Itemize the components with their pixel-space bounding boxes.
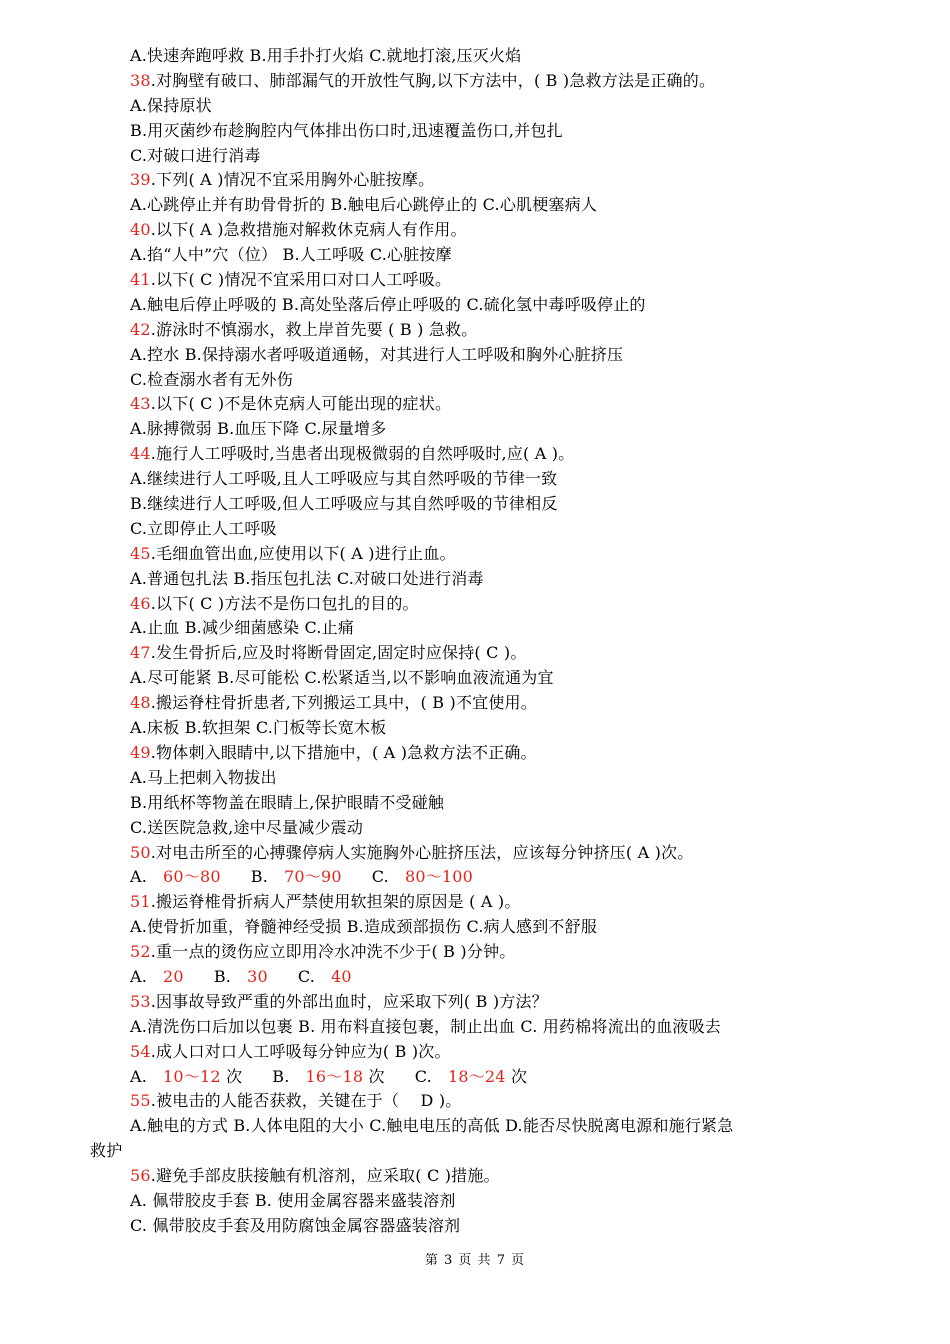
question-text: .发生骨折后,应及时将断骨固定,固定时应保持( C )。 — [150, 643, 527, 663]
option-value: 60～80 — [163, 867, 221, 887]
option-value: 20 — [163, 966, 184, 986]
question-number: 38 — [130, 70, 151, 90]
question-line — [130, 69, 870, 94]
question-line — [130, 741, 870, 766]
option-line: A.触电的方式 B.人体电阻的大小 C.触电电压的高低 D.能否尽快脱离电源和施行紧急 — [130, 1116, 734, 1136]
question-line — [130, 841, 870, 866]
question-number: 46 — [130, 593, 151, 613]
option-line: A. 佩带胶皮手套 B. 使用金属容器来盛装溶剂 — [130, 1190, 456, 1210]
question-line — [130, 1164, 870, 1189]
question-number: 48 — [130, 693, 151, 713]
question-line — [130, 890, 870, 915]
option-label: A. — [130, 1066, 148, 1086]
question-line — [130, 592, 870, 617]
option-line: A.心跳停止并有助骨骨折的 B.触电后心跳停止的 C.心肌梗塞病人 — [130, 195, 598, 215]
option-line: C.立即停止人工呼吸 — [130, 518, 277, 538]
question-text: .下列( A )情况不宜采用胸外心脏按摩。 — [150, 170, 435, 190]
question-text: .对电击所至的心搏骤停病人实施胸外心脏挤压法，应该每分钟挤压( A )次。 — [150, 842, 694, 862]
question-line — [130, 168, 870, 193]
question-text: .因事故导致严重的外部出血时，应采取下列( B )方法？ — [150, 991, 548, 1011]
option-label: B. — [250, 867, 269, 887]
option-label: A. — [130, 867, 148, 887]
option-line: A.清洗伤口后加以包裹 B. 用布料直接包裹，制止出血 C. 用药棉将流出的血液吸去 — [130, 1016, 721, 1036]
question-number: 55 — [130, 1091, 151, 1111]
value-options-line — [130, 965, 870, 990]
value-options-line — [130, 1065, 870, 1090]
question-number: 50 — [130, 842, 151, 862]
option-line: A.控水 B.保持溺水者呼吸道通畅，对其进行人工呼吸和胸外心脏挤压 — [130, 344, 624, 364]
question-line — [130, 392, 870, 417]
option-value: 30 — [247, 966, 268, 986]
option-line: A.尽可能紧 B.尽可能松 C.松紧适当,以不影响血液流通为宜 — [130, 668, 554, 688]
option-line: A.掐“人中”穴（位） B.人工呼吸 C.心脏按摩 — [130, 245, 452, 265]
question-text: .被电击的人能否获救，关键在于（ D )。 — [150, 1091, 462, 1111]
option-line: A.使骨折加重，脊髓神经受损 B.造成颈部损伤 C.病人感到不舒服 — [130, 917, 598, 937]
question-line — [130, 691, 870, 716]
question-text: .成人口对口人工呼吸每分钟应为( B )次。 — [150, 1041, 451, 1061]
option-value: 10～12 — [163, 1066, 221, 1086]
question-number: 42 — [130, 319, 151, 339]
option-line: B.用纸杯等物盖在眼睛上,保护眼睛不受碰触 — [130, 792, 445, 812]
option-unit: 次 — [363, 1066, 385, 1086]
option-label: B. — [213, 966, 232, 986]
option-unit: 次 — [220, 1066, 243, 1086]
question-text: .搬运脊椎骨折病人严禁使用软担架的原因是 ( A )。 — [150, 892, 521, 912]
option-value: 80～100 — [404, 867, 474, 887]
option-line: A.快速奔跑呼救 B.用手扑打火焰 C.就地打滚,压灭火焰 — [130, 46, 522, 65]
question-number: 56 — [130, 1166, 151, 1186]
option-line: A.脉搏微弱 B.血压下降 C.尿量增多 — [130, 419, 387, 439]
question-text: .施行人工呼吸时,当患者出现极微弱的自然呼吸时,应( A )。 — [150, 444, 575, 464]
question-line — [130, 940, 870, 965]
option-unit: 次 — [505, 1066, 528, 1086]
option-label: C. — [297, 966, 315, 986]
option-line: A.止血 B.减少细菌感染 C.止痛 — [130, 618, 355, 638]
question-number: 39 — [130, 170, 151, 190]
question-line — [130, 268, 870, 293]
question-number: 54 — [130, 1041, 151, 1061]
option-line: A.马上把刺入物拔出 — [130, 767, 277, 787]
option-line-continuation: 救护 — [90, 1141, 123, 1161]
question-text: .对胸壁有破口、肺部漏气的开放性气胸,以下方法中，( B )急救方法是正确的。 — [150, 70, 716, 90]
option-line: C.送医院急救,途中尽量减少震动 — [130, 817, 364, 837]
option-line: B.用灭菌纱布趁胸腔内气体排出伤口时,迅速覆盖伤口,并包扎 — [130, 120, 563, 140]
option-value: 70～90 — [284, 867, 342, 887]
question-number: 47 — [130, 643, 151, 663]
question-text: .物体刺入眼睛中,以下措施中，( A )急救方法不正确。 — [150, 742, 537, 762]
option-value: 40 — [331, 966, 352, 986]
question-text: .重一点的烫伤应立即用冷水冲洗不少于( B )分钟。 — [150, 942, 516, 962]
option-line: B.继续进行人工呼吸,但人工呼吸应与其自然呼吸的节律相反 — [130, 494, 558, 514]
option-label: B. — [272, 1066, 290, 1086]
option-value: 18～24 — [447, 1066, 506, 1086]
question-number: 52 — [130, 942, 151, 962]
option-line: C.对破口进行消毒 — [130, 145, 261, 165]
question-text: .以下( C )方法不是伤口包扎的目的。 — [150, 593, 419, 613]
page-footer: 第 3 页 共 7 页 — [424, 1253, 526, 1268]
option-line: C. 佩带胶皮手套及用防腐蚀金属容器盛装溶剂 — [130, 1215, 461, 1235]
question-number: 45 — [130, 543, 151, 563]
question-number: 44 — [130, 444, 151, 464]
question-text: .以下( C )不是休克病人可能出现的症状。 — [150, 394, 452, 414]
question-line — [130, 442, 870, 467]
question-number: 51 — [130, 892, 151, 912]
question-text: .搬运脊柱骨折患者,下列搬运工具中，( B )不宜使用。 — [150, 693, 537, 713]
question-line — [130, 990, 870, 1015]
option-line: A.触电后停止呼吸的 B.高处坠落后停止呼吸的 C.硫化氢中毒呼吸停止的 — [130, 294, 646, 314]
question-text: .游泳时不慎溺水，救上岸首先要 ( B ) 急救。 — [150, 319, 478, 339]
option-label: C. — [371, 867, 389, 887]
question-list — [90, 44, 870, 1239]
question-line — [130, 641, 870, 666]
option-line: A.床板 B.软担架 C.门板等长宽木板 — [130, 718, 387, 738]
question-line — [130, 1040, 870, 1065]
question-line — [130, 218, 870, 243]
option-label: A. — [130, 966, 148, 986]
option-line: A.继续进行人工呼吸,且人工呼吸应与其自然呼吸的节律一致 — [130, 469, 558, 489]
question-number: 43 — [130, 394, 151, 414]
question-number: 41 — [130, 270, 151, 290]
value-options-line — [130, 865, 870, 890]
question-text: .以下( C )情况不宜采用口对口人工呼吸。 — [150, 270, 452, 290]
option-line: C.检查溺水者有无外伤 — [130, 369, 293, 389]
question-line — [130, 1089, 870, 1114]
option-label: C. — [414, 1066, 432, 1086]
question-text: .毛细血管出血,应使用以下( A )进行止血。 — [150, 543, 456, 563]
question-text: .避免手部皮肤接触有机溶剂，应采取( C )措施。 — [150, 1166, 500, 1186]
question-line — [130, 542, 870, 567]
option-line: A.保持原状 — [130, 95, 212, 115]
question-text: .以下( A )急救措施对解救休克病人有作用。 — [150, 220, 467, 240]
question-number: 40 — [130, 220, 151, 240]
question-number: 49 — [130, 742, 151, 762]
option-value: 16～18 — [305, 1066, 364, 1086]
question-number: 53 — [130, 991, 151, 1011]
question-line — [130, 318, 870, 343]
option-line: A.普通包扎法 B.指压包扎法 C.对破口处进行消毒 — [130, 568, 484, 588]
